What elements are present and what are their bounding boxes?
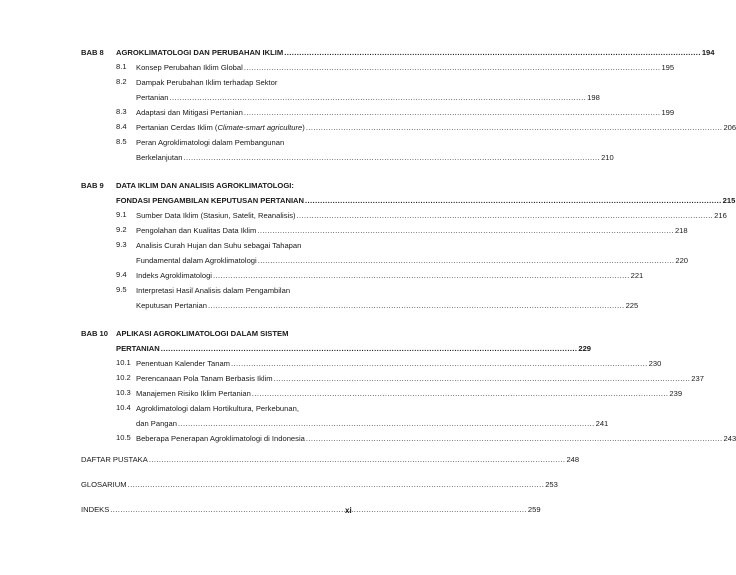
section-page: 241 (595, 419, 609, 428)
section-list (81, 62, 736, 163)
section-title: Sumber Data Iklim (Stasiun, Satelit, Reanalisis) (136, 211, 296, 220)
chapter-title: AGROKLIMATOLOGI DAN PERUBAHAN IKLIM (116, 48, 284, 57)
section-entry[interactable] (116, 137, 614, 163)
section-page: 239 (669, 389, 683, 398)
section-title: Beberapa Penerapan Agroklimatologi di Indonesia (136, 434, 305, 443)
dot-leader (305, 195, 722, 206)
dot-leader (306, 122, 723, 133)
section-text (136, 373, 704, 384)
section-text (136, 122, 736, 133)
dot-leader (274, 373, 691, 384)
dot-leader (128, 479, 545, 490)
section-entry[interactable] (116, 403, 609, 429)
back-matter-page: 259 (527, 505, 541, 514)
back-matter-label: GLOSARIUM (81, 480, 127, 489)
section-title: Keputusan Pertanian (136, 301, 207, 310)
section-number: 10.5 (116, 433, 131, 442)
dot-leader (208, 300, 625, 311)
back-matter-label: DAFTAR PUSTAKA (81, 455, 148, 464)
section-title: Indeks Agroklimatologi (136, 271, 212, 280)
section-title: Peran Agroklimatologi dalam Pembangunan (136, 138, 285, 147)
section-entry[interactable] (116, 77, 600, 103)
dot-leader (178, 418, 595, 429)
section-line (136, 137, 614, 148)
dot-leader (297, 210, 714, 221)
chapter-title: DATA IKLIM DAN ANALISIS AGROKLIMATOLOGI: (116, 181, 294, 190)
section-text (136, 403, 608, 429)
section-page: 195 (661, 63, 675, 72)
section-number: 8.2 (116, 77, 127, 86)
chapter-page: 229 (578, 344, 592, 353)
dot-leader (161, 343, 578, 354)
section-number: 10.4 (116, 403, 131, 412)
section-number: 9.3 (116, 240, 127, 249)
section-page: 199 (661, 108, 675, 117)
chapter-heading-line[interactable] (81, 180, 356, 191)
section-text (136, 107, 674, 118)
section-line (136, 300, 638, 311)
dot-leader (257, 225, 674, 236)
section-entry[interactable] (116, 285, 639, 311)
section-title: Berkelanjutan (136, 153, 183, 162)
section-entry[interactable] (116, 107, 675, 118)
section-title: dan Pangan (136, 419, 177, 428)
section-line (136, 433, 736, 444)
section-number: 9.2 (116, 225, 127, 234)
section-page: 210 (601, 153, 614, 162)
chapter-heading-line[interactable] (81, 47, 715, 58)
chapter-title: FONDASI PENGAMBILAN KEPUTUSAN PERTANIAN (116, 196, 305, 205)
section-number: 8.4 (116, 122, 127, 131)
section-line (136, 152, 614, 163)
section-page: 216 (714, 211, 727, 220)
section-entry[interactable] (116, 433, 736, 444)
section-page: 198 (587, 93, 600, 102)
dot-leader (258, 255, 675, 266)
section-title: Penentuan Kalender Tanam (136, 359, 231, 368)
section-title: Pertanian Cerdas Iklim (Climate-smart agriculture) (136, 123, 305, 132)
section-page: 225 (625, 301, 639, 310)
chapter-number: BAB 8 (81, 48, 104, 57)
section-title: Pengolahan dan Kualitas Data Iklim (136, 226, 257, 235)
dot-leader (252, 388, 669, 399)
section-title: Fundamental dalam Agroklimatologi (136, 256, 257, 265)
chapter-heading-line[interactable] (81, 343, 592, 354)
section-title: Manajemen Risiko Iklim Pertanian (136, 389, 251, 398)
back-matter-entry[interactable] (81, 479, 558, 490)
chapter-title: PERTANIAN (116, 344, 160, 353)
section-text (136, 358, 661, 369)
section-text (136, 77, 600, 103)
section-page: 243 (723, 434, 736, 443)
section-number: 8.1 (116, 62, 127, 71)
chapter-heading-line[interactable] (81, 195, 736, 206)
back-matter-entry[interactable] (81, 504, 541, 515)
section-line (136, 210, 727, 221)
section-text (136, 270, 643, 281)
section-title: Pertanian (136, 93, 169, 102)
section-text (136, 433, 736, 444)
section-line (136, 107, 674, 118)
dot-leader (183, 152, 600, 163)
section-page: 221 (630, 271, 644, 280)
back-matter-page: 248 (566, 455, 580, 464)
chapter-block (81, 47, 736, 163)
back-matter-page: 253 (545, 480, 558, 489)
chapter-block (81, 328, 736, 444)
section-text (136, 285, 638, 311)
section-page: 218 (674, 226, 688, 235)
section-line (136, 77, 600, 88)
section-entry[interactable] (116, 373, 704, 384)
section-number: 9.5 (116, 285, 127, 294)
dot-leader (231, 358, 648, 369)
section-line (136, 240, 688, 251)
section-line (136, 403, 608, 414)
section-list (81, 358, 736, 444)
section-entry[interactable] (116, 388, 683, 399)
section-entry[interactable] (116, 225, 688, 236)
dot-leader (149, 454, 566, 465)
dot-leader (244, 107, 661, 118)
dot-leader (213, 270, 630, 281)
dot-leader (284, 47, 701, 58)
chapter-number: BAB 9 (81, 181, 104, 190)
section-line (136, 418, 608, 429)
section-line (136, 255, 688, 266)
table-of-contents (81, 47, 736, 515)
section-title: Dampak Perubahan Iklim terhadap Sektor (136, 78, 278, 87)
section-list (81, 210, 727, 311)
section-title: Perencanaan Pola Tanam Berbasis Iklim (136, 374, 273, 383)
section-line (136, 92, 600, 103)
section-text (136, 137, 614, 163)
section-number: 10.1 (116, 358, 131, 367)
section-page: 220 (675, 256, 689, 265)
section-entry[interactable] (116, 240, 689, 266)
section-entry[interactable] (116, 210, 727, 221)
section-number: 10.2 (116, 373, 131, 382)
chapter-page: 215 (722, 196, 736, 205)
back-matter-entry[interactable] (81, 454, 580, 465)
chapter-title: APLIKASI AGROKLIMATOLOGI DALAM SISTEM (116, 329, 289, 338)
dot-leader (244, 62, 661, 73)
section-title: Adaptasi dan Mitigasi Pertanian (136, 108, 243, 117)
section-page: 237 (691, 374, 704, 383)
section-title: Agroklimatologi dalam Hortikultura, Perkebunan, (136, 404, 299, 413)
section-line (136, 122, 736, 133)
section-line (136, 358, 661, 369)
dot-leader (170, 92, 587, 103)
page-number: xi (345, 506, 352, 515)
section-line (136, 62, 674, 73)
chapter-block (81, 180, 736, 311)
section-line (136, 388, 682, 399)
section-text (136, 62, 674, 73)
section-text (136, 225, 688, 236)
back-matter-label: INDEKS (81, 505, 110, 514)
section-text (136, 210, 727, 221)
dot-leader (306, 433, 723, 444)
section-text (136, 388, 682, 399)
section-line (136, 373, 704, 384)
section-number: 9.4 (116, 270, 127, 279)
section-page: 206 (723, 123, 736, 132)
section-page: 230 (648, 359, 662, 368)
section-title: Interpretasi Hasil Analisis dalam Pengambilan (136, 286, 291, 295)
section-number: 8.5 (116, 137, 127, 146)
section-title: Analisis Curah Hujan dan Suhu sebagai Tahapan (136, 241, 302, 250)
section-line (136, 225, 688, 236)
section-text (136, 240, 688, 266)
section-line (136, 285, 638, 296)
section-entry[interactable] (116, 62, 675, 73)
section-entry[interactable] (116, 358, 662, 369)
section-entry[interactable] (116, 122, 736, 133)
section-title: Konsep Perubahan Iklim Global (136, 63, 243, 72)
chapter-number: BAB 10 (81, 329, 109, 338)
section-number: 10.3 (116, 388, 131, 397)
section-entry[interactable] (116, 270, 644, 281)
dot-leader (110, 504, 527, 515)
section-line (136, 270, 643, 281)
chapter-heading-line[interactable] (81, 328, 356, 339)
chapter-page: 194 (701, 48, 715, 57)
section-number: 8.3 (116, 107, 127, 116)
section-number: 9.1 (116, 210, 127, 219)
